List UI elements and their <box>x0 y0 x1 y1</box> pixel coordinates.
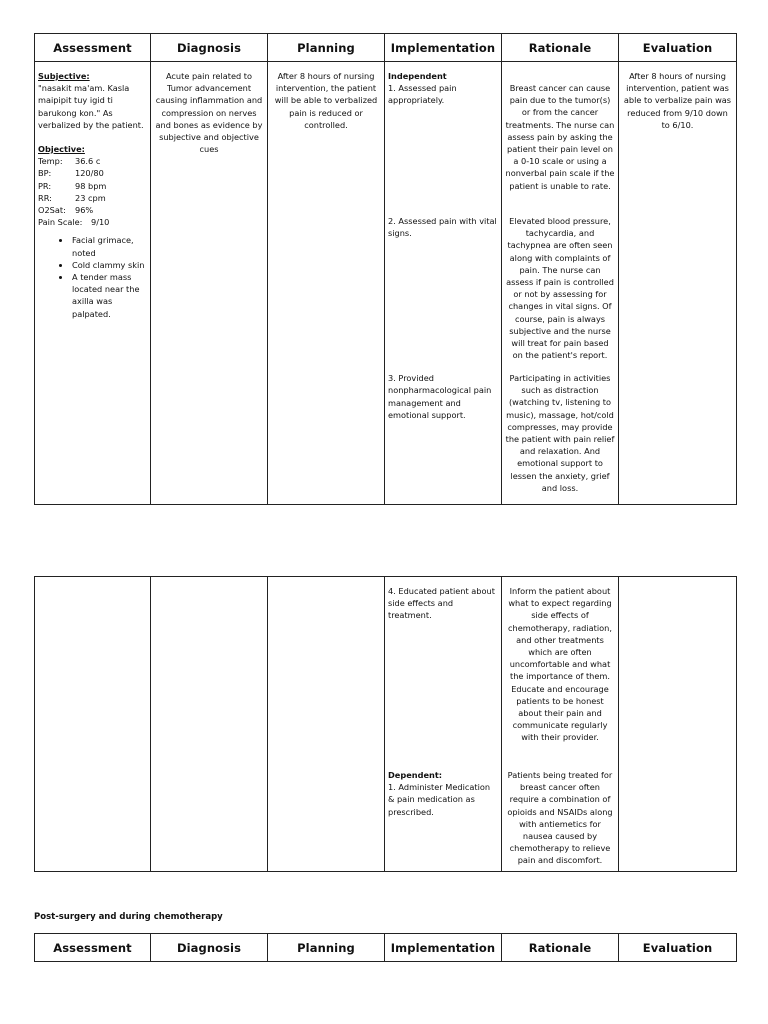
vital-pr: PR: 98 bpm <box>38 180 107 191</box>
subjective-text: "nasakit ma'am. Kasla maipipit tuy igid ti barukong kon." As verbalized by the patient. <box>38 83 144 130</box>
section-caption: Post-surgery and during chemotherapy <box>34 912 223 922</box>
header-row <box>35 934 737 962</box>
impl-item-1: 1. Assessed pain appropriately. <box>388 83 457 106</box>
header-implementation: Implementation <box>385 34 502 62</box>
implementation-cell <box>385 62 502 505</box>
rationale-5: Patients being treated for breast cancer often require a combination of opioids and NSAIDs along with antiemetics for nausea caused by chemotherapy to relieve pain and discomfort. <box>507 770 613 866</box>
header-planning: Planning <box>268 934 385 962</box>
header-diagnosis: Diagnosis <box>151 934 268 962</box>
planning-text: After 8 hours of nursing intervention, the patient will be able to verbalized pain is reduced or controlled. <box>274 71 378 130</box>
header-assessment: Assessment <box>35 34 151 62</box>
evaluation-cell-empty <box>619 577 737 872</box>
rationale-1: Breast cancer can cause pain due to the tumor(s) or from the cancer treatments. The nurse can assess pain by asking the patient their pain level on a 0-10 scale or using a nonverbal pain scale if the patient is unable to rate. <box>505 83 615 191</box>
impl-item-4: 4. Educated patient about side effects and treatment. <box>388 586 495 621</box>
rationale-cell <box>502 577 619 872</box>
evaluation-cell <box>619 62 737 505</box>
header-rationale: Rationale <box>502 934 619 962</box>
dependent-label: Dependent: <box>388 770 443 780</box>
care-plan-table-1 <box>34 33 737 505</box>
header-assessment: Assessment <box>35 934 151 962</box>
body-row <box>35 577 737 872</box>
vital-rr: RR: 23 cpm <box>38 192 106 203</box>
rationale-4: Inform the patient about what to expect regarding side effects of chemotherapy, radiation, and other treatments which are often uncomfortable and what the importance of them. Educate and encourage patients to be honest about their pain and communicate regularly with their provider. <box>508 586 612 743</box>
rationale-3: Participating in activities such as distraction (watching tv, listening to music), massage, hot/cold compresses, may provide the patient with pain relief and relaxation. And emotional support to lessen the anxiety, grief and loss. <box>505 373 615 493</box>
rationale-2: Elevated blood pressure, tachycardia, and tachypnea are often seen along with complaints of pain. The nurse can assess if pain is controlled or not by assessing for changes in vital signs. Of course, pain is always subjective and the nurse will treat for pain based on the patient's report. <box>506 216 614 361</box>
rationale-cell <box>502 62 619 505</box>
impl-item-2: 2. Assessed pain with vital signs. <box>388 216 497 239</box>
body-row <box>35 62 737 505</box>
assessment-cell-empty <box>35 577 151 872</box>
care-plan-table-2 <box>34 576 737 872</box>
header-evaluation: Evaluation <box>619 34 737 62</box>
diagnosis-cell <box>151 62 268 505</box>
planning-cell <box>268 62 385 505</box>
diagnosis-cell-empty <box>151 577 268 872</box>
care-plan-table-3 <box>34 933 737 962</box>
header-rationale: Rationale <box>502 34 619 62</box>
vital-bp: BP: 120/80 <box>38 168 104 179</box>
header-implementation: Implementation <box>385 934 502 962</box>
independent-label: Independent <box>388 71 447 81</box>
bullet-item: • Facial grimace, noted <box>71 234 147 258</box>
planning-cell-empty <box>268 577 385 872</box>
header-planning: Planning <box>268 34 385 62</box>
vital-temp: Temp: 36.6 c <box>38 156 101 167</box>
header-diagnosis: Diagnosis <box>151 34 268 62</box>
vital-pain-scale: Pain Scale: 9/10 <box>38 217 110 228</box>
bullet-item: • A tender mass located near the axilla was palpated. <box>71 271 147 320</box>
bullet-item: • Cold clammy skin <box>71 259 147 271</box>
objective-label: Objective: <box>38 144 85 155</box>
header-row <box>35 34 737 62</box>
vital-o2sat: O2Sat: 96% <box>38 205 94 216</box>
subjective-label: Subjective: <box>38 71 90 81</box>
impl-dependent-1: 1. Administer Medication & pain medication as prescribed. <box>388 782 491 817</box>
objective-bullets <box>38 234 147 319</box>
impl-item-3: 3. Provided nonpharmacological pain management and emotional support. <box>388 373 492 420</box>
header-evaluation: Evaluation <box>619 934 737 962</box>
implementation-cell <box>385 577 502 872</box>
diagnosis-text: Acute pain related to Tumor advancement causing inflammation and compression on nerves and bones as evidence by subjective and objective cues <box>155 71 263 155</box>
evaluation-text: After 8 hours of nursing intervention, patient was able to verbalize pain was reduced from 9/10 down to 6/10. <box>623 71 732 130</box>
assessment-cell <box>35 62 151 505</box>
